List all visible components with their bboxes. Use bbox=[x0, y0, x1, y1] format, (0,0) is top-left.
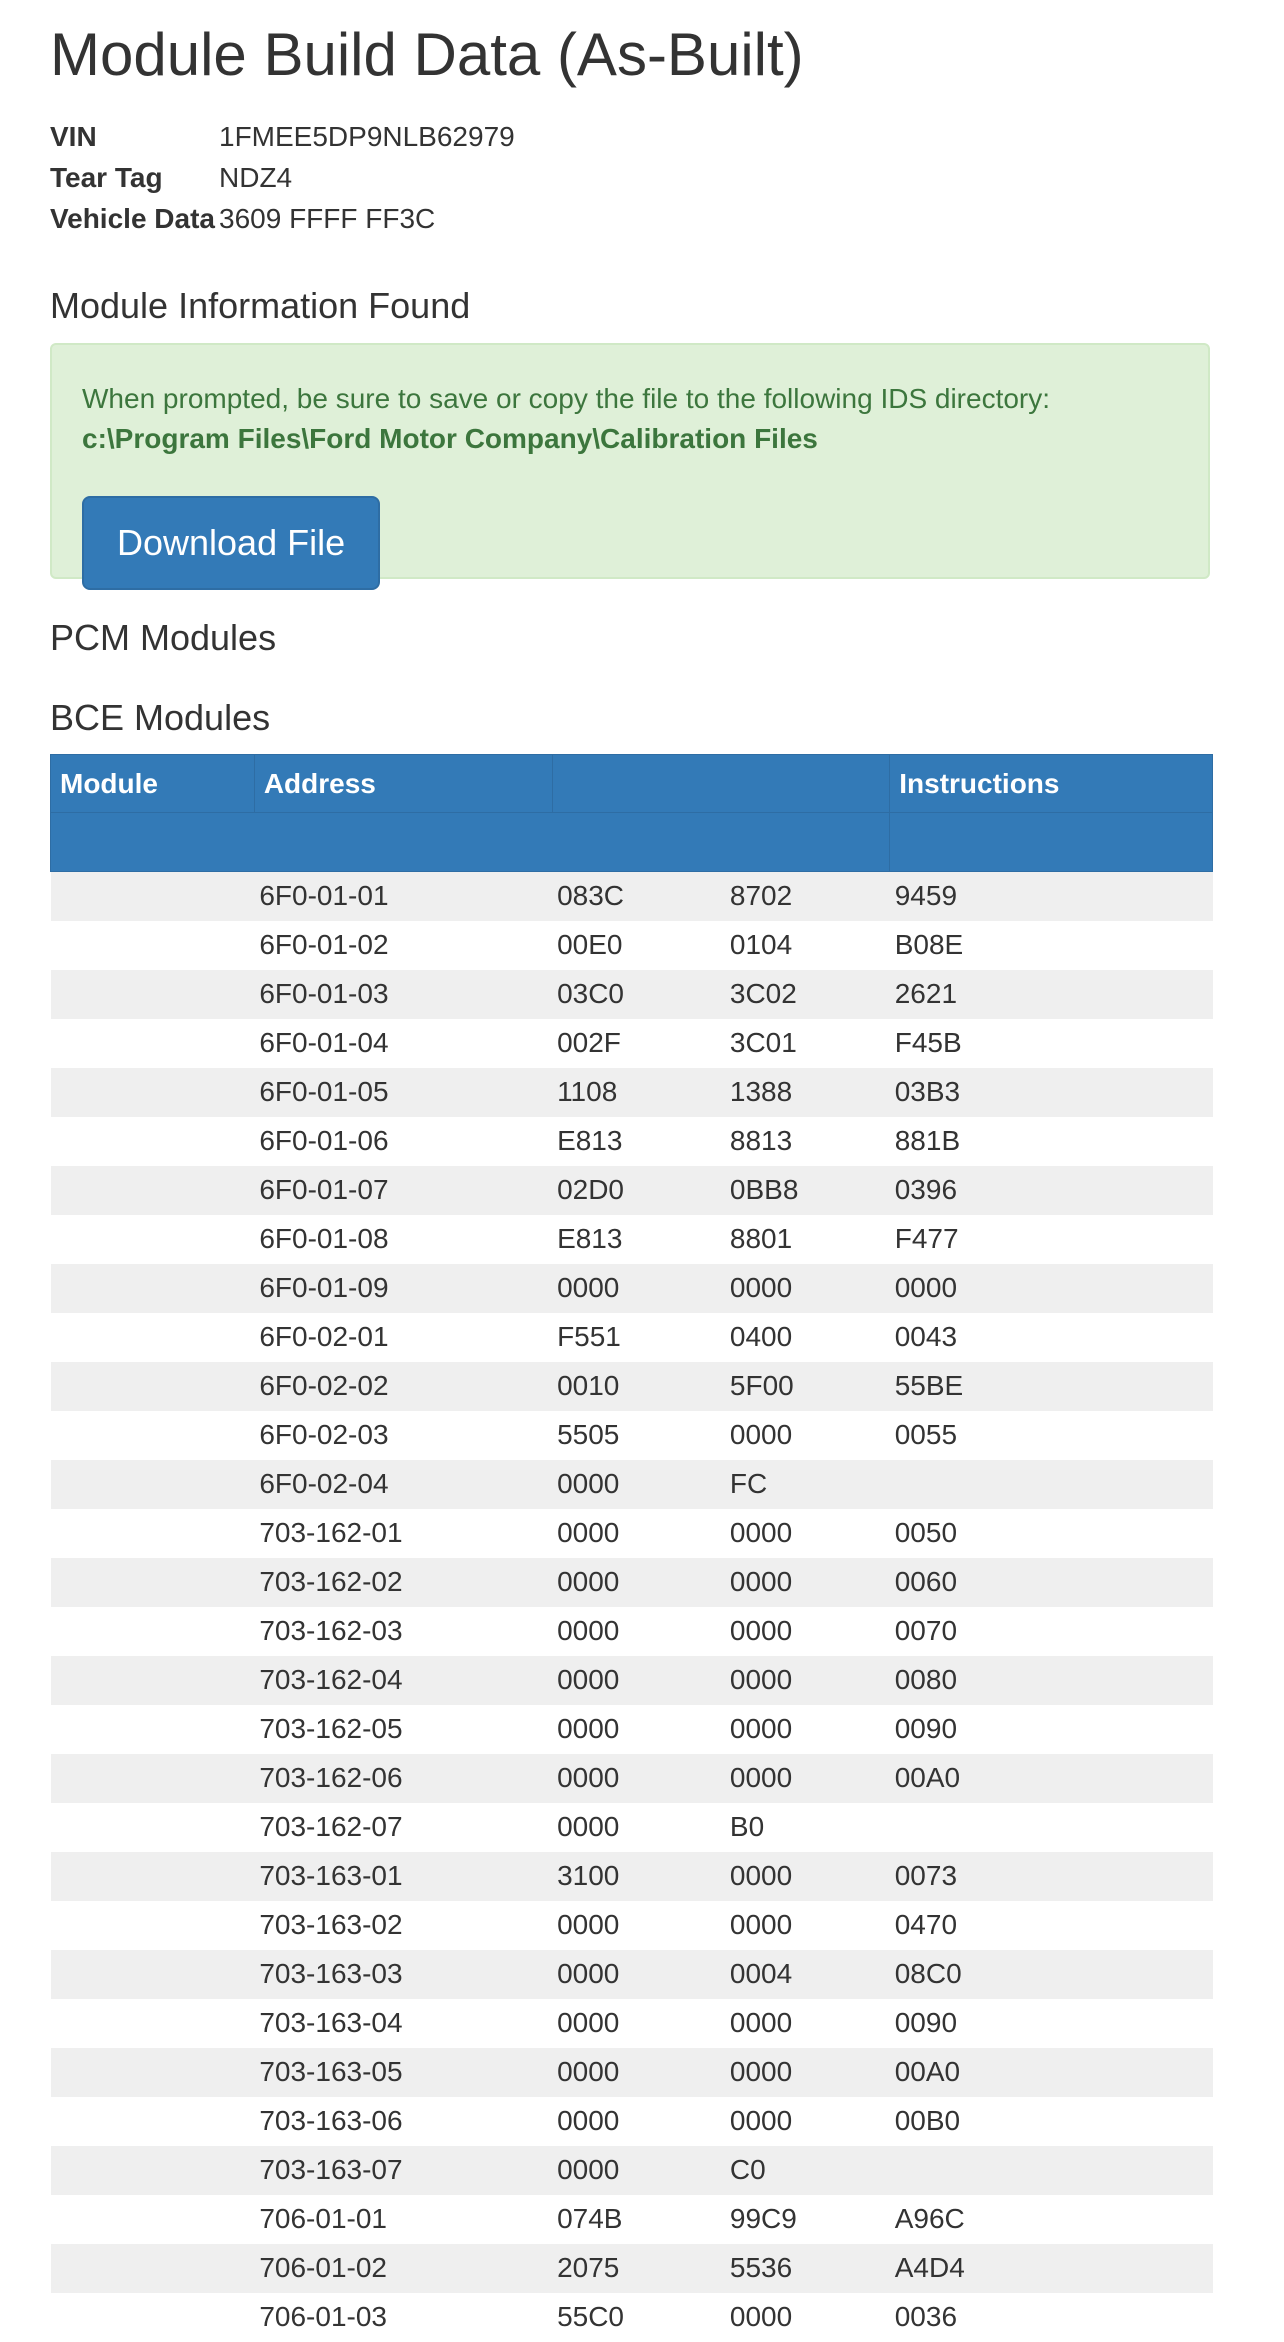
row-module-cell bbox=[51, 1019, 255, 1068]
row-address-cell: 703-163-01 bbox=[254, 1852, 552, 1901]
row-address-cell: 703-163-03 bbox=[254, 1950, 552, 1999]
download-alert bbox=[50, 343, 1210, 579]
header-module: Module bbox=[51, 755, 255, 813]
row-module-cell bbox=[51, 1117, 255, 1166]
header-subrow bbox=[51, 813, 1213, 872]
tear-tag-label: Tear Tag bbox=[50, 162, 163, 193]
row-value-1-cell: 0000 bbox=[552, 1754, 725, 1803]
row-value-3-cell: B08E bbox=[890, 921, 1213, 970]
row-value-1-cell: 0000 bbox=[552, 2146, 725, 2195]
row-value-2-cell: 3C01 bbox=[725, 1019, 890, 1068]
row-module-cell bbox=[51, 1264, 255, 1313]
tear-tag-row bbox=[50, 157, 1210, 198]
table-row bbox=[51, 921, 1213, 970]
row-address-cell: 703-162-06 bbox=[254, 1754, 552, 1803]
row-value-2-cell: 5536 bbox=[725, 2244, 890, 2293]
header-data bbox=[552, 755, 890, 813]
row-module-cell bbox=[51, 2146, 255, 2195]
row-address-cell: 6F0-01-01 bbox=[254, 872, 552, 921]
row-module-cell bbox=[51, 1558, 255, 1607]
row-address-cell: 703-163-04 bbox=[254, 1999, 552, 2048]
row-value-2-cell: 8801 bbox=[725, 1215, 890, 1264]
row-value-3-cell: 55BE bbox=[890, 1362, 1213, 1411]
row-address-cell: 6F0-02-04 bbox=[254, 1460, 552, 1509]
row-value-1-cell: F551 bbox=[552, 1313, 725, 1362]
row-value-3-cell: 0000 bbox=[890, 1264, 1213, 1313]
row-value-2-cell: 99C9 bbox=[725, 2195, 890, 2244]
row-value-1-cell: 0010 bbox=[552, 1362, 725, 1411]
row-value-3-cell: F45B bbox=[890, 1019, 1213, 1068]
row-module-cell bbox=[51, 970, 255, 1019]
row-address-cell: 6F0-02-02 bbox=[254, 1362, 552, 1411]
table-row bbox=[51, 1558, 1213, 1607]
table-row bbox=[51, 970, 1213, 1019]
table-row bbox=[51, 1803, 1213, 1852]
row-value-1-cell: 0000 bbox=[552, 2097, 725, 2146]
row-address-cell: 6F0-01-07 bbox=[254, 1166, 552, 1215]
row-address-cell: 6F0-01-06 bbox=[254, 1117, 552, 1166]
row-address-cell: 706-01-01 bbox=[254, 2195, 552, 2244]
row-value-1-cell: 074B bbox=[552, 2195, 725, 2244]
table-row bbox=[51, 2146, 1213, 2195]
row-value-1-cell: E813 bbox=[552, 1117, 725, 1166]
vin-label: VIN bbox=[50, 121, 97, 152]
vin-value: 1FMEE5DP9NLB62979 bbox=[219, 121, 515, 152]
row-value-2-cell: 0000 bbox=[725, 2293, 890, 2342]
row-value-2-cell: 0000 bbox=[725, 2097, 890, 2146]
table-row bbox=[51, 1264, 1213, 1313]
row-value-2-cell: 0000 bbox=[725, 1901, 890, 1950]
row-value-3-cell: 9459 bbox=[890, 872, 1213, 921]
vehicle-info bbox=[50, 116, 1210, 239]
header-instructions: Instructions bbox=[890, 755, 1213, 813]
row-value-1-cell: 5505 bbox=[552, 1411, 725, 1460]
row-value-3-cell: 08C0 bbox=[890, 1950, 1213, 1999]
row-address-cell: 6F0-02-01 bbox=[254, 1313, 552, 1362]
table-row bbox=[51, 1019, 1213, 1068]
row-value-1-cell: 0000 bbox=[552, 2048, 725, 2097]
row-value-2-cell: 0000 bbox=[725, 1656, 890, 1705]
row-value-1-cell: E813 bbox=[552, 1215, 725, 1264]
row-value-1-cell: 002F bbox=[552, 1019, 725, 1068]
row-address-cell: 6F0-01-02 bbox=[254, 921, 552, 970]
row-module-cell bbox=[51, 1215, 255, 1264]
row-value-2-cell: B0 bbox=[725, 1803, 890, 1852]
row-value-1-cell: 0000 bbox=[552, 1999, 725, 2048]
row-value-3-cell: 00B0 bbox=[890, 2097, 1213, 2146]
row-address-cell: 706-01-02 bbox=[254, 2244, 552, 2293]
row-address-cell: 703-163-05 bbox=[254, 2048, 552, 2097]
row-module-cell bbox=[51, 1460, 255, 1509]
row-module-cell bbox=[51, 1362, 255, 1411]
row-value-2-cell: C0 bbox=[725, 2146, 890, 2195]
row-value-3-cell: 0055 bbox=[890, 1411, 1213, 1460]
row-module-cell bbox=[51, 1950, 255, 1999]
row-value-2-cell: 0400 bbox=[725, 1313, 890, 1362]
row-value-2-cell: 0004 bbox=[725, 1950, 890, 1999]
row-value-2-cell: 0000 bbox=[725, 1607, 890, 1656]
row-module-cell bbox=[51, 1999, 255, 2048]
table-row bbox=[51, 1460, 1213, 1509]
row-value-3-cell: 2621 bbox=[890, 970, 1213, 1019]
row-module-cell bbox=[51, 1754, 255, 1803]
header-subrow-cell bbox=[51, 813, 890, 872]
row-module-cell bbox=[51, 2244, 255, 2293]
alert-message: When prompted, be sure to save or copy the file to the following IDS directory: bbox=[82, 383, 1051, 414]
row-value-2-cell: 8702 bbox=[725, 872, 890, 921]
row-module-cell bbox=[51, 921, 255, 970]
row-value-3-cell: 0470 bbox=[890, 1901, 1213, 1950]
row-value-3-cell: 0080 bbox=[890, 1656, 1213, 1705]
row-address-cell: 703-163-06 bbox=[254, 2097, 552, 2146]
row-module-cell bbox=[51, 1166, 255, 1215]
row-module-cell bbox=[51, 1705, 255, 1754]
row-value-3-cell bbox=[890, 2146, 1213, 2195]
vehicle-data-row bbox=[50, 198, 1210, 239]
row-address-cell: 6F0-01-09 bbox=[254, 1264, 552, 1313]
row-value-2-cell: 8813 bbox=[725, 1117, 890, 1166]
row-value-1-cell: 0000 bbox=[552, 1607, 725, 1656]
table-row bbox=[51, 1411, 1213, 1460]
table-header bbox=[51, 755, 1213, 872]
row-address-cell: 703-162-01 bbox=[254, 1509, 552, 1558]
row-value-3-cell: A96C bbox=[890, 2195, 1213, 2244]
table-row bbox=[51, 1117, 1213, 1166]
table-row bbox=[51, 1166, 1213, 1215]
row-address-cell: 6F0-01-04 bbox=[254, 1019, 552, 1068]
row-value-1-cell: 0000 bbox=[552, 1705, 725, 1754]
row-value-3-cell bbox=[890, 1803, 1213, 1852]
row-module-cell bbox=[51, 1656, 255, 1705]
row-value-1-cell: 55C0 bbox=[552, 2293, 725, 2342]
table-row bbox=[51, 1705, 1213, 1754]
row-address-cell: 6F0-01-05 bbox=[254, 1068, 552, 1117]
row-module-cell bbox=[51, 1803, 255, 1852]
ids-directory-path: c:\Program Files\Ford Motor Company\Calibration Files bbox=[82, 423, 818, 454]
table-row bbox=[51, 1607, 1213, 1656]
table-row bbox=[51, 1313, 1213, 1362]
vehicle-data-value: 3609 FFFF FF3C bbox=[219, 203, 436, 234]
row-module-cell bbox=[51, 2195, 255, 2244]
row-module-cell bbox=[51, 1068, 255, 1117]
header-address: Address bbox=[254, 755, 552, 813]
table-row bbox=[51, 1754, 1213, 1803]
row-value-3-cell: 00A0 bbox=[890, 1754, 1213, 1803]
pcm-modules-title: PCM Modules bbox=[50, 617, 277, 658]
row-value-3-cell: 03B3 bbox=[890, 1068, 1213, 1117]
row-value-1-cell: 3100 bbox=[552, 1852, 725, 1901]
row-value-2-cell: 0000 bbox=[725, 1999, 890, 2048]
row-value-3-cell: A4D4 bbox=[890, 2244, 1213, 2293]
row-module-cell bbox=[51, 2293, 255, 2342]
row-module-cell bbox=[51, 1313, 255, 1362]
table-row bbox=[51, 2097, 1213, 2146]
table-row bbox=[51, 1901, 1213, 1950]
table-row bbox=[51, 2048, 1213, 2097]
row-value-2-cell: 0000 bbox=[725, 1411, 890, 1460]
table-row bbox=[51, 1656, 1213, 1705]
row-address-cell: 703-162-02 bbox=[254, 1558, 552, 1607]
row-value-2-cell: 5F00 bbox=[725, 1362, 890, 1411]
row-value-2-cell: 0000 bbox=[725, 1558, 890, 1607]
row-value-3-cell: 0060 bbox=[890, 1558, 1213, 1607]
vehicle-data-label: Vehicle Data bbox=[50, 203, 215, 234]
row-value-3-cell: 0090 bbox=[890, 1705, 1213, 1754]
row-address-cell: 703-162-05 bbox=[254, 1705, 552, 1754]
row-address-cell: 6F0-01-03 bbox=[254, 970, 552, 1019]
row-value-1-cell: 0000 bbox=[552, 1509, 725, 1558]
table-body bbox=[51, 872, 1213, 2342]
row-value-1-cell: 1108 bbox=[552, 1068, 725, 1117]
row-value-2-cell: 1388 bbox=[725, 1068, 890, 1117]
row-module-cell bbox=[51, 1509, 255, 1558]
page-title: Module Build Data (As-Built) bbox=[50, 21, 804, 88]
row-value-1-cell: 083C bbox=[552, 872, 725, 921]
row-value-3-cell: 0396 bbox=[890, 1166, 1213, 1215]
row-value-3-cell: 0070 bbox=[890, 1607, 1213, 1656]
row-value-1-cell: 00E0 bbox=[552, 921, 725, 970]
table-row bbox=[51, 1950, 1213, 1999]
row-address-cell: 706-01-03 bbox=[254, 2293, 552, 2342]
table-row bbox=[51, 872, 1213, 921]
table-row bbox=[51, 1362, 1213, 1411]
row-value-2-cell: 0000 bbox=[725, 2048, 890, 2097]
row-value-1-cell: 02D0 bbox=[552, 1166, 725, 1215]
download-file-button[interactable]: Download File bbox=[82, 496, 380, 590]
row-value-2-cell: 0000 bbox=[725, 1754, 890, 1803]
row-address-cell: 703-162-07 bbox=[254, 1803, 552, 1852]
row-module-cell bbox=[51, 1901, 255, 1950]
row-address-cell: 703-163-07 bbox=[254, 2146, 552, 2195]
tear-tag-value: NDZ4 bbox=[219, 162, 293, 193]
row-value-2-cell: 3C02 bbox=[725, 970, 890, 1019]
row-value-1-cell: 0000 bbox=[552, 1901, 725, 1950]
row-value-3-cell: 0073 bbox=[890, 1852, 1213, 1901]
row-value-3-cell bbox=[890, 1460, 1213, 1509]
table-row bbox=[51, 2195, 1213, 2244]
row-value-2-cell: 0000 bbox=[725, 1705, 890, 1754]
row-module-cell bbox=[51, 1411, 255, 1460]
row-address-cell: 6F0-01-08 bbox=[254, 1215, 552, 1264]
table-row bbox=[51, 2244, 1213, 2293]
row-value-1-cell: 0000 bbox=[552, 1656, 725, 1705]
module-info-title: Module Information Found bbox=[50, 285, 471, 326]
row-value-3-cell: F477 bbox=[890, 1215, 1213, 1264]
table-row bbox=[51, 2293, 1213, 2342]
row-module-cell bbox=[51, 1607, 255, 1656]
row-address-cell: 703-162-04 bbox=[254, 1656, 552, 1705]
row-value-2-cell: FC bbox=[725, 1460, 890, 1509]
bce-modules-title: BCE Modules bbox=[50, 697, 271, 738]
row-value-1-cell: 03C0 bbox=[552, 970, 725, 1019]
row-value-1-cell: 0000 bbox=[552, 1264, 725, 1313]
row-value-3-cell: 881B bbox=[890, 1117, 1213, 1166]
row-module-cell bbox=[51, 2097, 255, 2146]
row-module-cell bbox=[51, 1852, 255, 1901]
row-value-3-cell: 0050 bbox=[890, 1509, 1213, 1558]
row-value-3-cell: 0090 bbox=[890, 1999, 1213, 2048]
row-value-3-cell: 0036 bbox=[890, 2293, 1213, 2342]
row-value-3-cell: 00A0 bbox=[890, 2048, 1213, 2097]
row-module-cell bbox=[51, 2048, 255, 2097]
table-row bbox=[51, 1215, 1213, 1264]
header-subrow-instructions-cell bbox=[890, 813, 1213, 872]
row-module-cell bbox=[51, 872, 255, 921]
table-row bbox=[51, 1999, 1213, 2048]
row-value-1-cell: 0000 bbox=[552, 1950, 725, 1999]
row-value-2-cell: 0000 bbox=[725, 1509, 890, 1558]
header-row bbox=[51, 755, 1213, 813]
row-value-3-cell: 0043 bbox=[890, 1313, 1213, 1362]
vin-row bbox=[50, 116, 1210, 157]
row-address-cell: 703-162-03 bbox=[254, 1607, 552, 1656]
row-address-cell: 703-163-02 bbox=[254, 1901, 552, 1950]
row-value-2-cell: 0104 bbox=[725, 921, 890, 970]
row-value-2-cell: 0BB8 bbox=[725, 1166, 890, 1215]
bce-modules-table bbox=[50, 754, 1213, 2342]
table-row bbox=[51, 1852, 1213, 1901]
row-value-1-cell: 2075 bbox=[552, 2244, 725, 2293]
row-address-cell: 6F0-02-03 bbox=[254, 1411, 552, 1460]
table-row bbox=[51, 1509, 1213, 1558]
row-value-1-cell: 0000 bbox=[552, 1803, 725, 1852]
row-value-2-cell: 0000 bbox=[725, 1264, 890, 1313]
table-row bbox=[51, 1068, 1213, 1117]
row-value-1-cell: 0000 bbox=[552, 1558, 725, 1607]
row-value-2-cell: 0000 bbox=[725, 1852, 890, 1901]
row-value-1-cell: 0000 bbox=[552, 1460, 725, 1509]
